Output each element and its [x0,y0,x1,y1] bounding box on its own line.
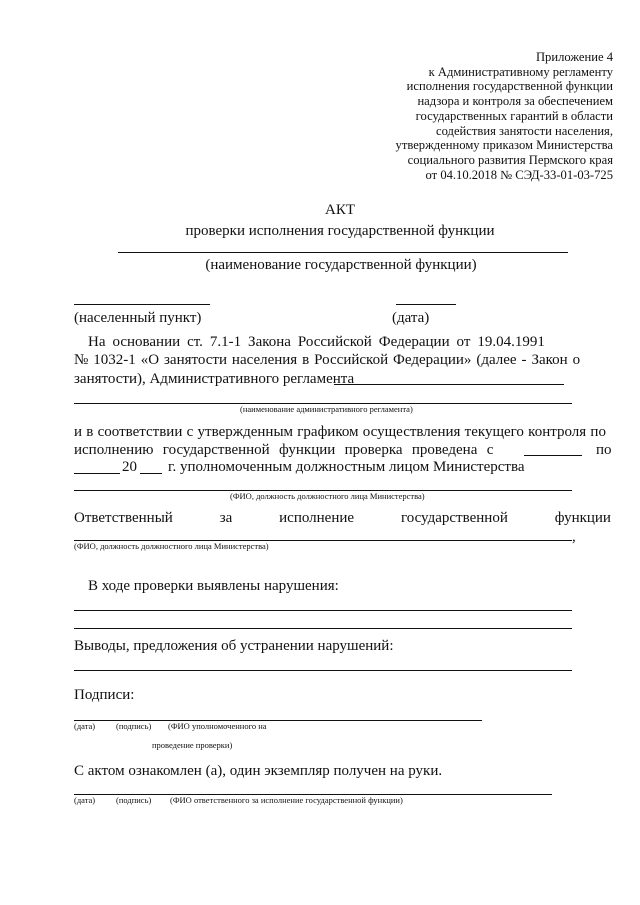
function-name-line [118,252,568,253]
ack-date-caption: (дата) [74,795,96,805]
official-caption: (ФИО, должность должностного лица Министерства) [230,491,425,501]
appendix-line: исполнения государственной функции [406,79,613,94]
appendix-line: надзора и контроля за обеспечением [417,94,613,109]
schedule-line-1: и в соответствии с утвержденным графиком осуществления текущего контроля по [74,424,606,440]
violations-line-2 [74,628,572,629]
appendix-line: утвержденному приказом Министерства [395,138,613,153]
appendix-line: к Административному регламенту [428,64,613,79]
conclusions-label: Выводы, предложения об устранении нарушений: [74,638,394,654]
schedule-to-word: по [596,442,612,458]
regulation-line-1 [334,384,564,385]
responsible-caption: (ФИО, должность должностного лица Министерства) [74,541,269,551]
appendix-line: государственных гарантий в области [415,108,613,123]
signature-name-caption: (ФИО уполномоченного на [168,721,267,731]
act-subheading: проверки исполнения государственной функции [185,223,495,239]
schedule-line-3: г. уполномоченным должностным лицом Министерства [168,459,525,475]
basis-line-1 [88,333,566,351]
place-line [74,304,210,305]
ack-name-caption: (ФИО ответственного за исполнение государственной функции) [170,795,403,805]
appendix-block [396,50,613,182]
appendix-line: от 04.10.2018 № СЭД-33-01-03-725 [425,167,613,182]
date-caption: (дата) [392,310,430,326]
signatures-label: Подписи: [74,687,135,703]
appendix-line: Приложение 4 [535,50,613,64]
appendix-line: содействия занятости населения, [436,123,613,138]
schedule-year: 20 [122,459,137,475]
violations-label: В ходе проверки выявлены нарушения: [88,578,339,594]
responsible-word: за [219,510,233,526]
function-name-caption: (наименование государственной функции) [205,257,477,273]
schedule-line-2: исполнению государственной функции проверка проведена с [74,442,494,458]
ack-sign-caption: (подпись) [116,795,152,805]
signature-date-caption: (дата) [74,721,96,731]
end-date-line [74,473,120,474]
place-caption: (населенный пункт) [74,310,202,326]
responsible-word: государственной [400,510,508,526]
responsible-comma: , [572,529,576,545]
violations-line-1 [74,610,572,611]
appendix-line: социального развития Пермского края [407,152,613,167]
basis-line-2: № 1032-1 «О занятости населения в Российской Федерации» (далее - Закон о [74,352,581,368]
start-date-line [524,455,582,456]
signature-sign-caption: (подпись) [116,721,152,731]
signature-name-caption-cont: проведение проверки) [152,740,233,750]
responsible-word: исполнение [279,510,355,526]
basis-line-3: занятости), Административного регламента [74,371,355,387]
responsible-row [74,509,611,527]
date-line [396,304,456,305]
responsible-word: функции [554,510,611,526]
conclusions-line [74,670,572,671]
act-heading: АКТ [325,202,355,218]
acknowledged-text: С актом ознакомлен (а), один экземпляр получен на руки. [74,763,443,779]
basis-text-1: На основании ст. 7.1-1 Закона Российской Федерации от 19.04.1991 [88,334,545,350]
responsible-word: Ответственный [74,510,173,526]
regulation-caption: (наименование административного регламента) [240,404,413,414]
end-year-line [140,473,162,474]
